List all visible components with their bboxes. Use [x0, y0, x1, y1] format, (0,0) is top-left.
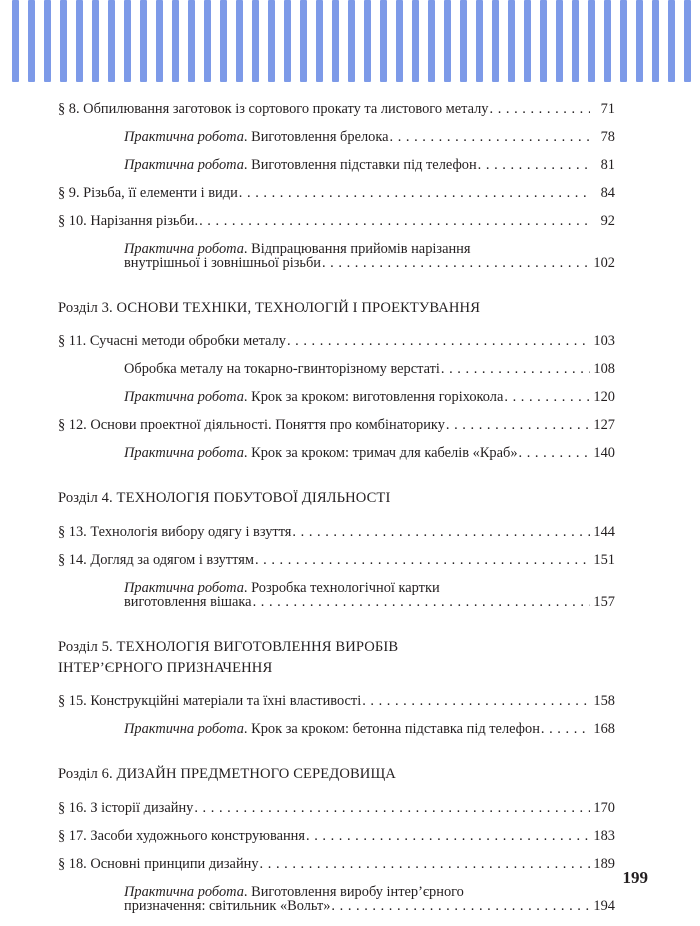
decorative-stripe [28, 0, 35, 82]
toc-entry-title [124, 720, 540, 739]
decorative-stripe [636, 0, 643, 82]
decorative-stripe [188, 0, 195, 82]
decorative-stripe [668, 0, 675, 82]
toc-entry-title: § 16. З історії дизайну [58, 799, 194, 816]
dot-leader [331, 897, 590, 916]
toc-entry-title [124, 444, 518, 463]
toc-entry[interactable] [58, 827, 615, 846]
toc-entry-page-number: 84 [600, 185, 615, 202]
dot-leader [504, 388, 590, 407]
decorative-stripe [380, 0, 387, 82]
decorative-stripe [492, 0, 499, 82]
toc-entry[interactable] [124, 156, 615, 175]
toc-entry-page-number: 157 [593, 593, 615, 610]
toc-entry-page-number: 127 [593, 417, 615, 434]
toc-entry-title: § 17. Засоби художнього конструювання [58, 827, 305, 844]
dot-leader [541, 720, 590, 739]
toc-entry-title-emphasis: Практична робота [124, 157, 244, 174]
toc-entry-title-rest: . Виготовлення виробу інтер’єрного [243, 883, 464, 900]
decorative-stripe [12, 0, 19, 82]
page-number: 199 [622, 868, 648, 887]
dot-leader [199, 212, 590, 231]
decorative-stripe [124, 0, 131, 82]
decorative-stripe [284, 0, 291, 82]
dot-leader [260, 855, 590, 874]
toc-entry-title-rest: . Крок за кроком: тримач для кабелів «Краб» [243, 445, 518, 462]
toc-entry-title: § 12. Основи проектної діяльності. Поняття про комбінаторику [58, 417, 445, 434]
decorative-stripe [428, 0, 435, 82]
toc-entry-page-number: 78 [600, 129, 615, 146]
decorative-stripe [444, 0, 451, 82]
toc-entry-page-number: 81 [600, 157, 615, 174]
toc-entry[interactable] [58, 692, 615, 711]
decorative-stripe [140, 0, 147, 82]
decorative-stripe [76, 0, 83, 82]
section-heading: Розділ 5. ТЕХНОЛОГІЯ ВИГОТОВЛЕННЯ ВИРОБІВ [58, 638, 399, 655]
toc-entry[interactable] [58, 799, 615, 818]
section-heading: Розділ 6. ДИЗАЙН ПРЕДМЕТНОГО СЕРЕДОВИЩА [58, 766, 396, 783]
toc-entry-title-emphasis: Практична робота [124, 445, 244, 462]
decorative-stripe [396, 0, 403, 82]
decorative-stripe [540, 0, 547, 82]
dot-leader [478, 156, 590, 175]
toc-entry-page-number: 108 [593, 361, 615, 378]
toc-entry-title: внутрішньої і зовнішньої різьби [124, 255, 321, 272]
decorative-stripe [412, 0, 419, 82]
dot-leader [255, 551, 590, 570]
toc-entry-page-number: 92 [600, 213, 615, 230]
toc-entry-page-number: 168 [593, 721, 615, 738]
toc-entry[interactable] [124, 444, 615, 463]
toc-entry-page-number: 158 [593, 693, 615, 710]
decorative-stripe [268, 0, 275, 82]
toc-entry-page-number: 103 [593, 333, 615, 350]
toc-entry-title-emphasis: Практична робота [124, 241, 244, 258]
toc-entry-title-emphasis: Практична робота [124, 389, 244, 406]
toc-entry[interactable] [124, 720, 615, 739]
dot-leader [292, 523, 590, 542]
decorative-stripe [460, 0, 467, 82]
dot-leader [322, 254, 590, 273]
toc-entry[interactable] [58, 551, 615, 570]
decorative-stripe [156, 0, 163, 82]
toc-entry[interactable] [58, 855, 615, 874]
toc-entry-title: § 18. Основні принципи дизайну [58, 855, 259, 872]
decorative-stripe [524, 0, 531, 82]
toc-entry[interactable] [58, 184, 615, 203]
toc-entry[interactable] [124, 388, 615, 407]
toc-entry-title-rest: . Крок за кроком: бетонна підставка під телефон [243, 721, 540, 738]
decorative-stripe [252, 0, 259, 82]
decorative-stripe [572, 0, 579, 82]
toc-entry-title [124, 156, 477, 175]
toc-entry[interactable] [58, 523, 615, 542]
toc-entry-page-number: 140 [593, 445, 615, 462]
decorative-stripe [172, 0, 179, 82]
decorative-stripe [236, 0, 243, 82]
toc-entry-title-emphasis: Практична робота [124, 883, 244, 900]
decorative-stripe [620, 0, 627, 82]
toc-entry[interactable] [124, 128, 615, 147]
decorative-stripe [364, 0, 371, 82]
toc-entry-title-emphasis: Практична робота [124, 129, 244, 146]
toc-entry[interactable] [58, 212, 615, 231]
decorative-stripe [300, 0, 307, 82]
dot-leader [446, 416, 590, 435]
toc-entry[interactable] [58, 332, 615, 351]
decorative-stripe [92, 0, 99, 82]
decorative-stripe [476, 0, 483, 82]
toc-entry-page-number: 189 [593, 855, 615, 872]
toc-entry[interactable] [124, 254, 615, 273]
toc-entry-page-number: 170 [593, 799, 615, 816]
decorative-stripe [604, 0, 611, 82]
toc-entry-title: виготовлення вішака [124, 593, 252, 610]
toc-entry-title: призначення: світильник «Вольт» [124, 897, 331, 914]
decorative-stripe [44, 0, 51, 82]
toc-entry-title: § 11. Сучасні методи обробки металу [58, 333, 286, 350]
toc-entry-title-emphasis: Практична робота [124, 721, 244, 738]
toc-entry-title: § 14. Догляд за одягом і взуттям [58, 551, 254, 568]
toc-entry-title-emphasis: Практична робота [124, 579, 244, 596]
dot-leader [194, 799, 590, 818]
toc-entry-title: § 10. Нарізання різьби. [58, 213, 199, 230]
toc-entry-title: § 13. Технологія вибору одягу і взуття [58, 523, 292, 540]
toc-entry-page-number: 151 [593, 551, 615, 568]
table-of-contents [58, 100, 615, 925]
decorative-stripe [684, 0, 691, 82]
decorative-stripe [556, 0, 563, 82]
section-heading: Розділ 3. ОСНОВИ ТЕХНІКИ, ТЕХНОЛОГІЙ І ПРОЕКТУВАННЯ [58, 300, 481, 317]
decorative-stripe [332, 0, 339, 82]
decorative-stripe-band [0, 0, 700, 82]
toc-entry[interactable] [124, 593, 615, 612]
decorative-stripe [60, 0, 67, 82]
toc-entry-title-rest: . Виготовлення брелока [243, 129, 389, 146]
decorative-stripe [204, 0, 211, 82]
toc-entry-title-rest: . Розробка технологічної картки [243, 579, 440, 596]
decorative-stripe [316, 0, 323, 82]
toc-entry-title: § 8. Обпилювання заготовок із сортового прокату та листового металу [58, 101, 489, 117]
toc-entry-page-number: 120 [593, 389, 615, 406]
dot-leader [239, 184, 590, 203]
dot-leader [519, 444, 590, 463]
section-heading: Розділ 4. ТЕХНОЛОГІЯ ПОБУТОВОЇ ДІЯЛЬНОСТІ [58, 490, 391, 507]
toc-entry[interactable] [124, 897, 615, 916]
toc-entry-page-number: 194 [593, 897, 615, 914]
dot-leader [253, 593, 590, 612]
toc-entry-page-number: 183 [593, 827, 615, 844]
decorative-stripe [652, 0, 659, 82]
section-heading: ІНТЕР’ЄРНОГО ПРИЗНАЧЕННЯ [58, 660, 273, 676]
dot-leader [390, 128, 591, 147]
toc-entry-title [124, 128, 389, 147]
dot-leader [306, 827, 590, 846]
toc-entry[interactable] [58, 100, 615, 119]
toc-entry-page-number: 102 [593, 255, 615, 272]
dot-leader [490, 100, 591, 119]
toc-entry-title [124, 388, 503, 407]
toc-entry[interactable] [124, 360, 615, 379]
decorative-stripe [220, 0, 227, 82]
toc-entry-page-number: 71 [600, 101, 615, 117]
toc-entry-page-number: 144 [593, 523, 615, 540]
toc-entry[interactable] [58, 416, 615, 435]
decorative-stripe [588, 0, 595, 82]
toc-entry-title-rest: . Крок за кроком: виготовлення горіхокола [243, 389, 504, 406]
toc-entry-title-rest: . Відпрацювання прийомів нарізання [243, 241, 471, 258]
dot-leader [441, 360, 590, 379]
decorative-stripe [508, 0, 515, 82]
dot-leader [362, 692, 590, 711]
dot-leader [287, 332, 590, 351]
toc-entry-title: § 9. Різьба, її елементи і види [58, 185, 238, 202]
toc-entry-title: § 15. Конструкційні матеріали та їхні властивості [58, 693, 362, 710]
toc-entry-title: Обробка металу на токарно-гвинторізному верстаті [124, 361, 440, 378]
decorative-stripe [108, 0, 115, 82]
decorative-stripe [348, 0, 355, 82]
toc-entry-title-rest: . Виготовлення підставки під телефон [243, 157, 477, 174]
